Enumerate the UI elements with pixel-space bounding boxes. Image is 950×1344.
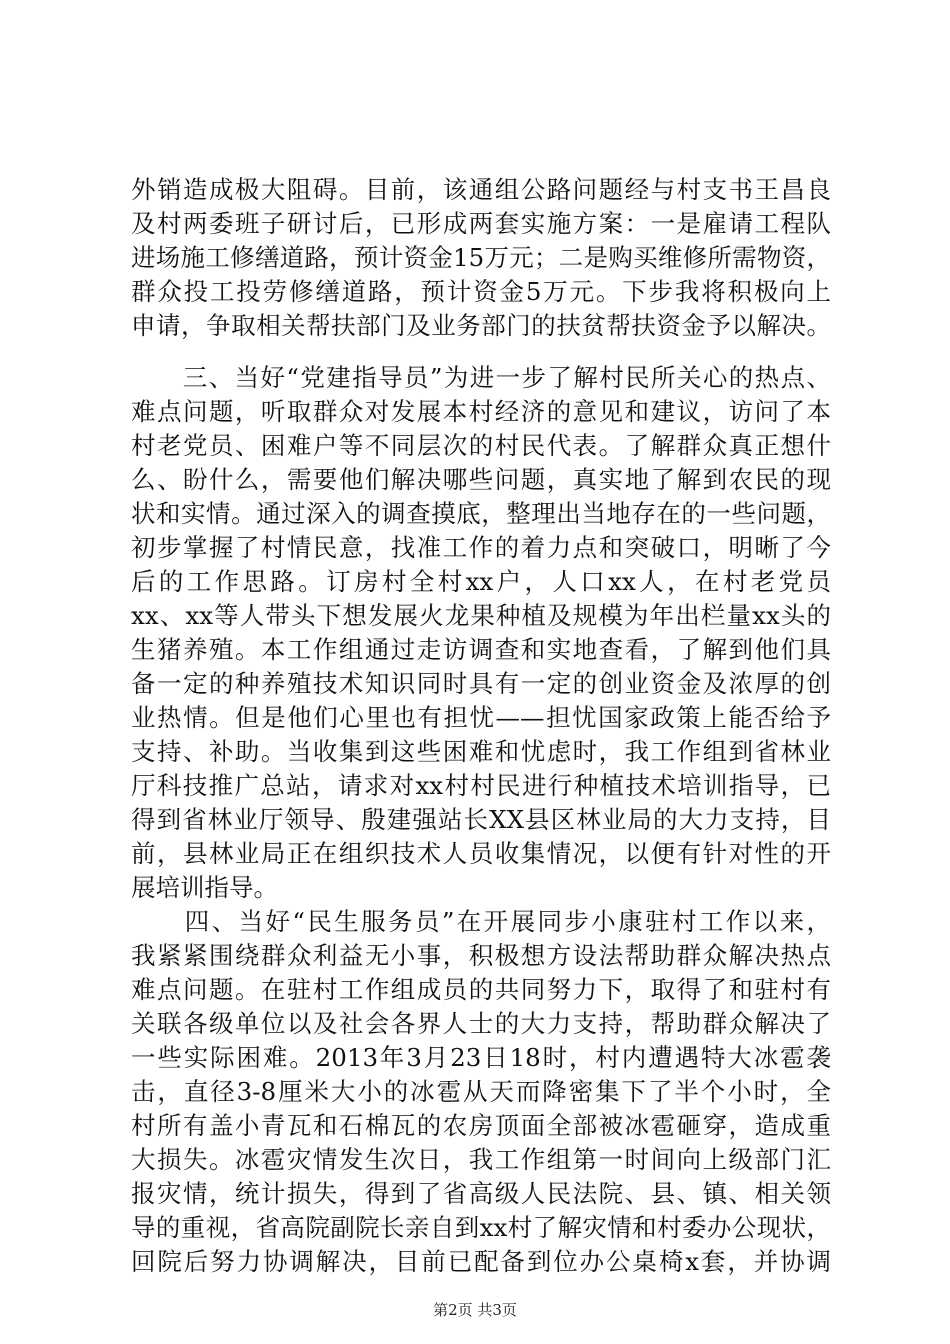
text-line: 四、当好“民生服务员”在开展同步小康驻村工作以来， — [131, 907, 831, 936]
text-line: 外销造成极大阻碍。目前，该通组公路问题经与村支书王昌良 — [131, 175, 831, 204]
text-line: 得到省林业厅领导、殷建强站长XX县区林业局的大力支持，目 — [131, 805, 831, 834]
text-line: 前，县林业局正在组织技术人员收集情况，以便有针对性的开 — [131, 839, 831, 868]
text-line: 导的重视，省高院副院长亲自到xx村了解灾情和村委办公现状， — [131, 1213, 831, 1242]
text-line: 报灾情，统计损失，得到了省高级人民法院、县、镇、相关领 — [131, 1179, 831, 1208]
text-line: 难点问题。在驻村工作组成员的共同努力下，取得了和驻村有 — [131, 975, 831, 1004]
text-line: 群众投工投劳修缮道路，预计资金5万元。下步我将积极向上 — [131, 277, 831, 306]
text-line: 后的工作思路。订房村全村xx户，人口xx人，在村老党员 — [131, 567, 831, 596]
text-line: 三、当好“党建指导员”为进一步了解村民所关心的热点、 — [131, 363, 831, 392]
text-line: 厅科技推广总站，请求对xx村村民进行种植技术培训指导，已 — [131, 771, 831, 800]
text-line: 初步掌握了村情民意，找准工作的着力点和突破口，明晰了今 — [131, 533, 831, 562]
text-line: 进场施工修缮道路，预计资金15万元；二是购买维修所需物资， — [131, 243, 831, 272]
text-line: xx、xx等人带头下想发展火龙果种植及规模为年出栏量xx头的 — [131, 601, 831, 630]
text-line: 支持、补助。当收集到这些困难和忧虑时，我工作组到省林业 — [131, 737, 831, 766]
text-line: 备一定的种养殖技术知识同时具有一定的创业资金及浓厚的创 — [131, 669, 831, 698]
text-line: 我紧紧围绕群众利益无小事，积极想方设法帮助群众解决热点 — [131, 941, 831, 970]
text-line: 及村两委班子研讨后，已形成两套实施方案：一是雇请工程队 — [131, 209, 831, 238]
text-line: 难点问题，听取群众对发展本村经济的意见和建议，访问了本 — [131, 397, 831, 426]
text-line: 村老党员、困难户等不同层次的村民代表。了解群众真正想什 — [131, 431, 831, 460]
text-line: 业热情。但是他们心里也有担忧——担忧国家政策上能否给予 — [131, 703, 831, 732]
text-line: 一些实际困难。2013年3月23日18时，村内遭遇特大冰雹袭 — [131, 1043, 831, 1072]
text-line: 村所有盖小青瓦和石棉瓦的农房顶面全部被冰雹砸穿，造成重 — [131, 1111, 831, 1140]
text-line: 击，直径3-8厘米大小的冰雹从天而降密集下了半个小时，全 — [131, 1077, 831, 1106]
text-line: 展培训指导。 — [131, 873, 278, 902]
text-line: 回院后努力协调解决，目前已配备到位办公桌椅x套，并协调 — [131, 1247, 831, 1276]
page-footer: 第2页 共3页 — [433, 1301, 517, 1319]
text-line: 大损失。冰雹灾情发生次日，我工作组第一时间向上级部门汇 — [131, 1145, 831, 1174]
text-line: 状和实情。通过深入的调查摸底，整理出当地存在的一些问题， — [131, 499, 831, 528]
text-line: 生猪养殖。本工作组通过走访调查和实地查看，了解到他们具 — [131, 635, 831, 664]
text-line: 关联各级单位以及社会各界人士的大力支持，帮助群众解决了 — [131, 1009, 831, 1038]
text-line: 么、盼什么，需要他们解决哪些问题，真实地了解到农民的现 — [131, 465, 831, 494]
text-line: 申请，争取相关帮扶部门及业务部门的扶贫帮扶资金予以解决。 — [131, 311, 831, 340]
